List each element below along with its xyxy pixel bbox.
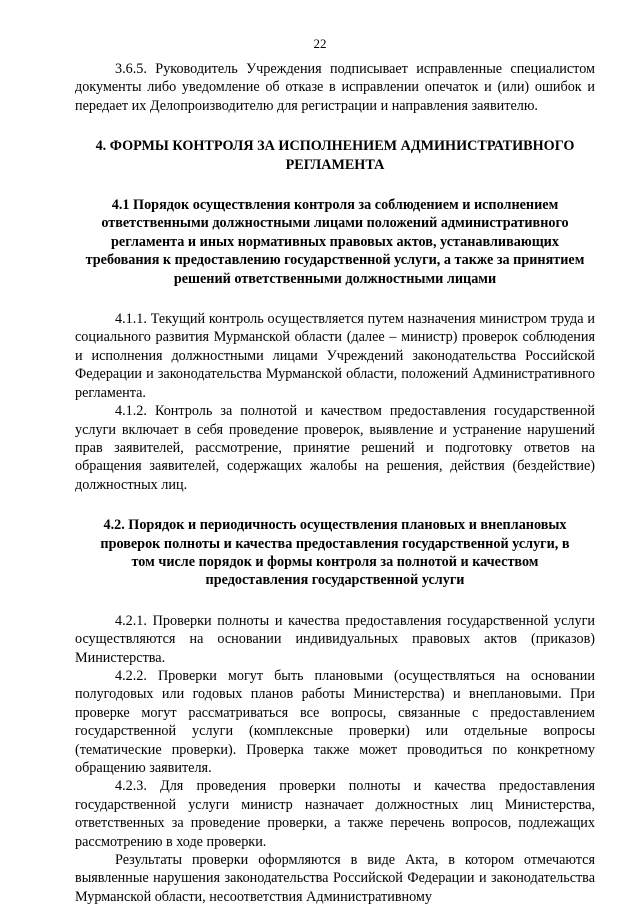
paragraph-results: Результаты проверки оформляются в виде Акта, в котором отмечаются выявленные нарушения законодательства Российской Федерации и законодательства Мурманской области, несоответствия Административному [75, 852, 595, 905]
subsection-4-1-title: 4.1 Порядок осуществления контроля за соблюдением и исполнением ответственными должностными лицами положений административного регламента и иных нормативных правовых актов, устанавливающих требования к предоставлению государственной услуги, а также за принятием решений ответственными должностными лицами [85, 197, 585, 287]
paragraph-4-2-3: 4.2.3. Для проведения проверки полноты и качества предоставления государственной услуги министр назначает должностных лиц Министерства, ответственных за проведение проверки, а также перечень вопросов, подлежащих рассмотрению в ходе проверки. [75, 778, 595, 850]
subsection-4-1-body [75, 310, 595, 494]
page-number: 22 [313, 36, 327, 51]
paragraph-4-2-2: 4.2.2. Проверки могут быть плановыми (осуществляться на основании полугодовых или годовых планов работы Министерства) и внеплановыми. При проверке могут рассматриваться все вопросы, связанные с предоставлением государственной услуги (комплексные проверки) или отдельные вопросы (тематические проверки). Проверка также может проводиться по конкретному обращению заявителя. [75, 667, 595, 776]
section-4-title: 4. ФОРМЫ КОНТРОЛЯ ЗА ИСПОЛНЕНИЕМ АДМИНИСТРАТИВНОГО РЕГЛАМЕНТА [95, 138, 575, 173]
document-body [75, 60, 595, 906]
paragraph-4-1-2: 4.1.2. Контроль за полнотой и качеством предоставления государственной услуги включает в себя проведение проверок, выявление и устранение нарушений прав заявителей, рассмотрение, принятие решений и подготовку ответов на обращения заявителей, содержащих жалобы на решения, действия (бездействие) должностных лиц. [75, 403, 595, 493]
subsection-4-2-title: 4.2. Порядок и периодичность осуществления плановых и внеплановых проверок полноты и качества предоставления государственной услуги, в том числе порядок и формы контроля за полнотой и качеством предоставления государственной услуги [100, 517, 570, 589]
paragraph-3-6-5: 3.6.5. Руководитель Учреждения подписывает исправленные специалистом документы либо уведомление об отказе в исправлении опечаток и (или) ошибок и передает их Делопроизводителю для регистрации и направления заявителю. [75, 61, 595, 114]
paragraph-4-1-1: 4.1.1. Текущий контроль осуществляется путем назначения министром труда и социального развития Мурманской области (далее – министр) проверок соблюдения и исполнения должностными лицами Учреждений законодательства Российской Федерации и законодательства Мурманской области, положений Административного регламента. [75, 311, 595, 401]
subsection-4-2-body [75, 612, 595, 906]
paragraph-4-2-1: 4.2.1. Проверки полноты и качества предоставления государственной услуги осуществляются на основании индивидуальных правовых актов (приказов) Министерства. [75, 612, 595, 666]
